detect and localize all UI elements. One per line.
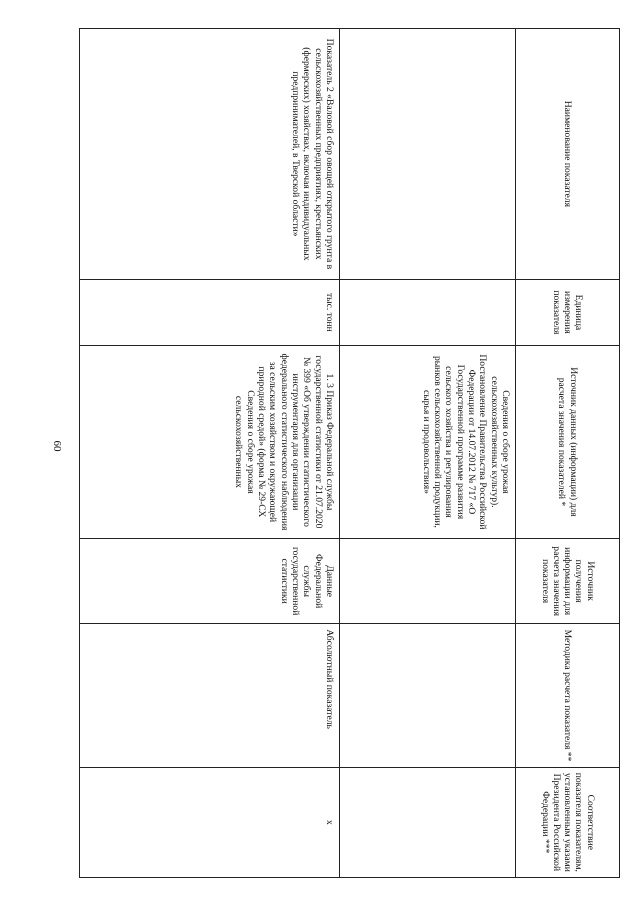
cell-unit: тыс. тонн	[80, 279, 340, 345]
header-method: Методика расчета показателя **	[516, 624, 620, 767]
cell-name	[340, 29, 516, 280]
table-row	[80, 29, 340, 878]
table-header-row	[516, 29, 620, 878]
indicators-table	[79, 28, 620, 878]
cell-method: Абсолютный показатель	[80, 624, 340, 767]
cell-method	[340, 624, 516, 767]
rotated-table-container	[80, 28, 620, 878]
table-row	[340, 29, 516, 878]
header-compliance: Соответствие показателя показателям, установленным указами Президента Российской Федерации ***	[516, 767, 620, 877]
header-info-source: Источник получения информации для расчета значения показателя	[516, 538, 620, 623]
cell-compliance: х	[80, 767, 340, 877]
cell-name: Показатель 2 «Валовой сбор овощей открытого грунта в сельскохозяйственных предприятиях, крестьянских (фермерских) хозяйствах, включая индивидуальных предпринимателей, в Тверской области»	[80, 29, 340, 280]
header-indicator-name: Наименование показателя	[516, 29, 620, 280]
page-number: 60	[51, 440, 63, 452]
cell-data-source: 1. 3 Приказ Федеральной службы государственной статистики от 21.07.2020 № 399 «Об утверждении статистического инструментария для организации федерального статистического наблюдения за сельским хозяйством и окружающей природной средой» (форма № 29-СХ Сведения о сборе урожая сельскохозяйственных	[80, 345, 340, 538]
header-data-source: Источник данных (информации) для расчета значения показателей *	[516, 345, 620, 538]
cell-info-source: Данные Федеральной службы государственной статистики	[80, 538, 340, 623]
cell-unit	[340, 279, 516, 345]
cell-info-source	[340, 538, 516, 623]
cell-compliance	[340, 767, 516, 877]
header-unit: Единица измерения показателя	[516, 279, 620, 345]
cell-data-source: Сведения о сборе урожая сельскохозяйственных культур). Постановление Правительства Российской Федерации от 14.07.2012 № 717 «О Государственной программе развития сельского хозяйства и регулирования рынков сельскохозяйственной продукции, сырья и продовольствия»	[340, 345, 516, 538]
